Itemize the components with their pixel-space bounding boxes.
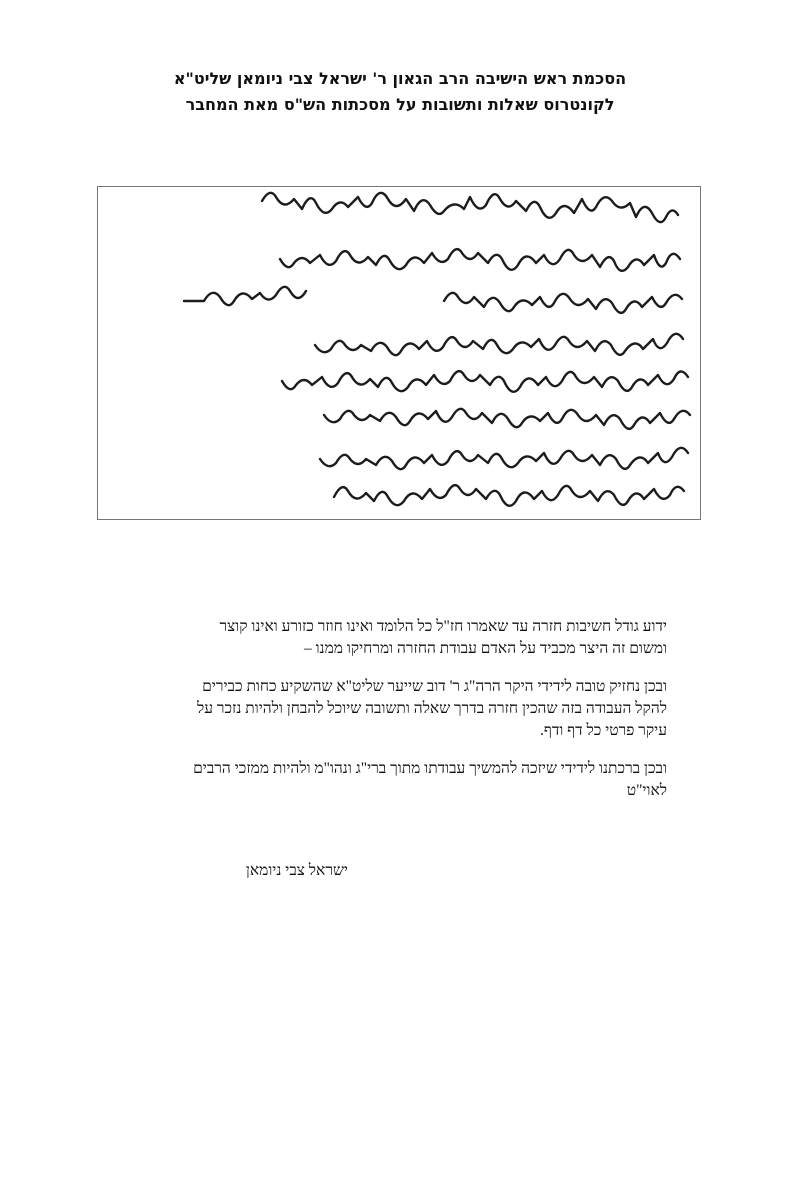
letter-paragraph-3: ובכן ברכתנו לידידי שיזכה להמשיך עבודתו מתוך ברי"ג ונהו"מ ולהיות ממזכי הרבים לאוי"ט	[193, 760, 667, 799]
heading-line-2: לקונטרוס שאלות ותשובות על מסכתות הש"ס מאת המחבר	[185, 95, 615, 114]
handwritten-letter-image	[97, 186, 701, 520]
letter-paragraph-1: ידוע גודל חשיבות חזרה עד שאמרו חז"ל כל הלומד ואינו חוזר כזורע ואינו קוצר ומשום זה היצר מכביד על האדם עבודת החזרה ומרחיקו ממנו –	[219, 618, 667, 657]
letter-transcription	[185, 616, 667, 818]
handwriting-scribble	[98, 187, 701, 520]
approbation-heading	[100, 66, 700, 118]
letter-paragraph-2: ובכן נחזיק טובה לידידי היקר הרה"ג ר' דוב שייער שליט"א שהשקיע כחות כבירים להקל העבודה בזה שהכין חזרה בדרך שאלה ותשובה שיוכל להבחן ולהיות נזכר על עיקר פרטי כל דף ודף.	[196, 678, 667, 739]
signature: ישראל צבי ניומאן	[245, 862, 348, 879]
heading-line-1: הסכמת ראש הישיבה הרב הגאון ר' ישראל צבי ניומאן שליט"א	[173, 69, 627, 88]
